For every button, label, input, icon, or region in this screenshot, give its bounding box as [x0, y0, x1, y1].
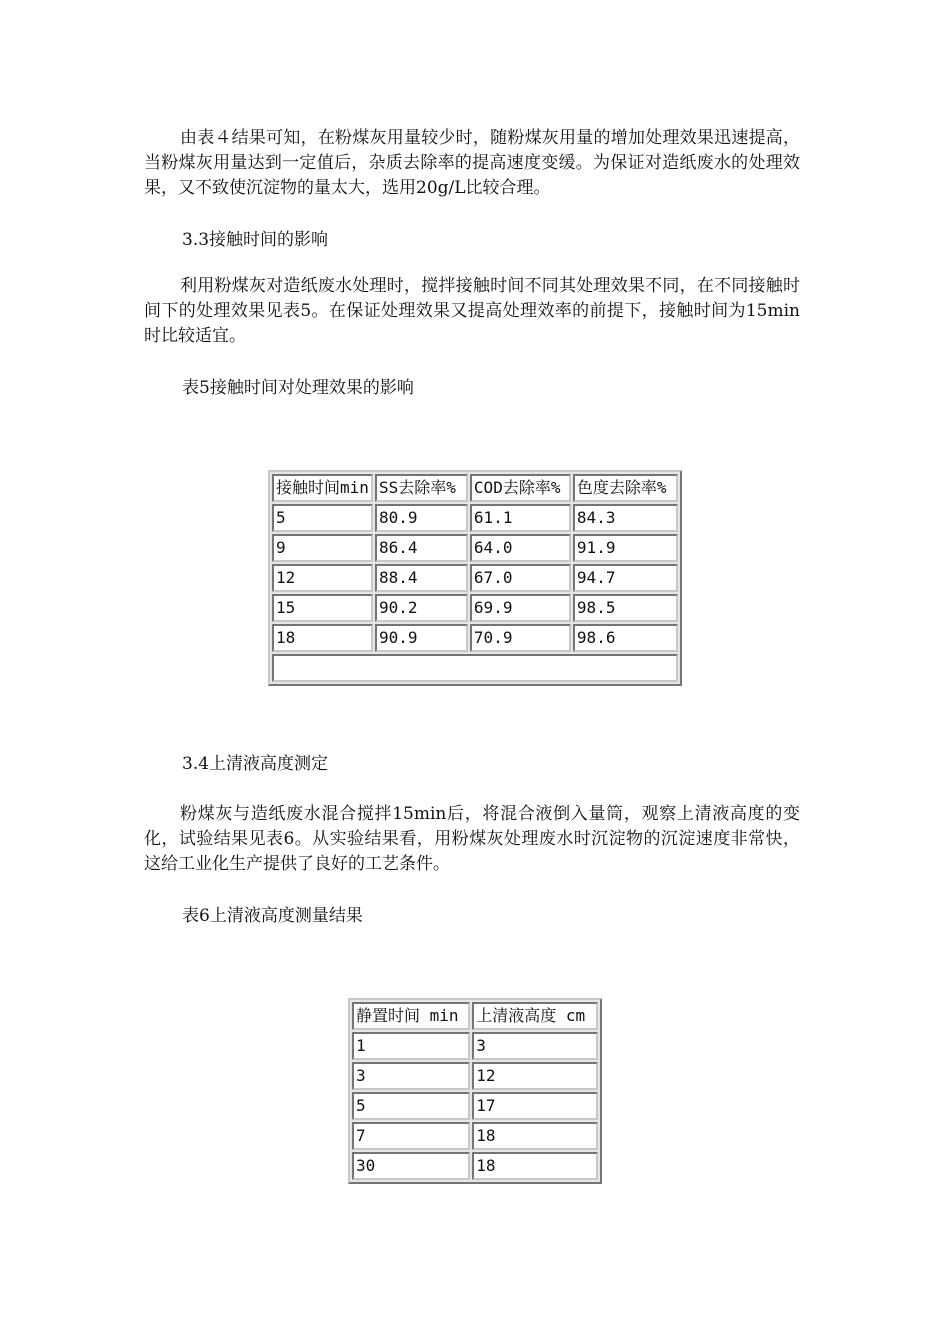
table-row	[272, 564, 678, 592]
table-row	[352, 1062, 598, 1090]
table-row	[352, 1152, 598, 1180]
header-cell: 静置时间 min	[352, 1002, 470, 1030]
header-cell: 上清液高度 cm	[472, 1002, 598, 1030]
table-cell: 88.4	[375, 564, 468, 592]
table-cell: 90.9	[375, 624, 468, 652]
table-cell: 94.7	[573, 564, 678, 592]
table-row	[352, 1032, 598, 1060]
table-cell: 91.9	[573, 534, 678, 562]
table-cell: 1	[352, 1032, 470, 1060]
table-cell: 18	[472, 1152, 598, 1180]
table-row	[352, 1122, 598, 1150]
table6	[348, 998, 602, 1184]
table-cell: 17	[472, 1092, 598, 1120]
header-cell: COD去除率%	[470, 474, 571, 502]
table-cell: 86.4	[375, 534, 468, 562]
table-cell: 90.2	[375, 594, 468, 622]
table-row	[352, 1092, 598, 1120]
table-row	[272, 534, 678, 562]
empty-cell	[272, 654, 678, 682]
header-cell: 接触时间min	[272, 474, 373, 502]
table-cell: 9	[272, 534, 373, 562]
table-cell: 3	[352, 1062, 470, 1090]
table-cell: 3	[472, 1032, 598, 1060]
table5	[268, 470, 682, 686]
table-cell: 61.1	[470, 504, 571, 532]
table-cell: 5	[352, 1092, 470, 1120]
paragraph-table4-conclusion: 由表４结果可知，在粉煤灰用量较少时，随粉煤灰用量的增加处理效果迅速提高，当粉煤灰用量达到一定值后，杂质去除率的提高速度变缓。为保证对造纸废水的处理效果，又不致使沉淀物的量太大，选用20g/L比较合理。	[144, 128, 800, 198]
table-cell: 98.5	[573, 594, 678, 622]
table-cell: 84.3	[573, 504, 678, 532]
table-cell: 80.9	[375, 504, 468, 532]
table-cell: 12	[472, 1062, 598, 1090]
table-cell: 7	[352, 1122, 470, 1150]
table-header-row	[272, 474, 678, 502]
table-row	[272, 624, 678, 652]
table6-caption: 表6上清液高度测量结果	[182, 906, 363, 926]
table-cell: 5	[272, 504, 373, 532]
table-cell: 98.6	[573, 624, 678, 652]
paragraph-contact-time: 利用粉煤灰对造纸废水处理时，搅拌接触时间不同其处理效果不同，在不同接触时间下的处理效果见表5。在保证处理效果又提高处理效率的前提下，接触时间为15min时比较适宜。	[144, 276, 800, 346]
table-cell: 30	[352, 1152, 470, 1180]
section-heading-3-4: 3.4上清液高度测定	[182, 754, 329, 774]
table-cell: 18	[272, 624, 373, 652]
section-heading-3-3: 3.3接触时间的影响	[182, 230, 329, 250]
table-cell: 70.9	[470, 624, 571, 652]
header-cell: 色度去除率%	[573, 474, 678, 502]
paragraph-supernatant: 粉煤灰与造纸废水混合搅拌15min后，将混合液倒入量筒，观察上清液高度的变化，试验结果见表6。从实验结果看，用粉煤灰处理废水时沉淀物的沉淀速度非常快，这给工业化生产提供了良好的工艺条件。	[144, 804, 800, 874]
table-cell: 15	[272, 594, 373, 622]
table-cell: 64.0	[470, 534, 571, 562]
table-cell: 12	[272, 564, 373, 592]
table-row	[272, 504, 678, 532]
table-cell: 69.9	[470, 594, 571, 622]
table5-caption: 表5接触时间对处理效果的影响	[182, 378, 414, 398]
table-cell: 67.0	[470, 564, 571, 592]
table-cell: 18	[472, 1122, 598, 1150]
table-row	[272, 594, 678, 622]
table-header-row	[352, 1002, 598, 1030]
table-empty-row	[272, 654, 678, 682]
header-cell: SS去除率%	[375, 474, 468, 502]
